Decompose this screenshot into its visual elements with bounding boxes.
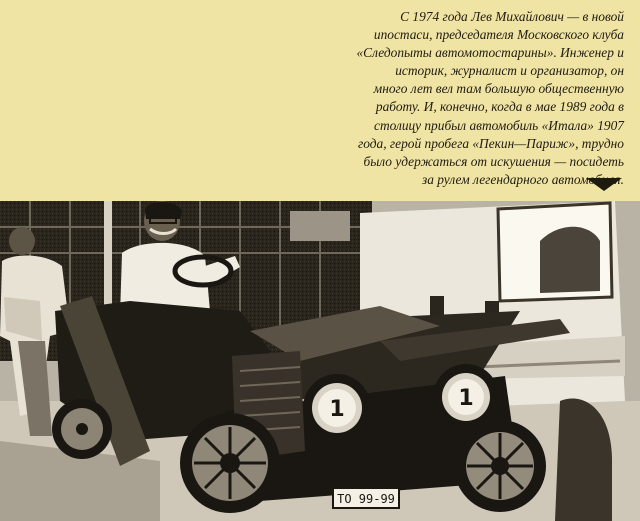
caption-line: ипостаси, председателя Московского клуба [373,27,624,43]
caption-line: было удержаться от искушения — посидеть [363,153,624,169]
caption-line: «Следопыты автомотостарины». Инженер и [356,45,624,61]
caption-line: много лет вел там большую общественную [373,81,624,97]
caption-line: года, герой пробега «Пекин—Париж», трудно [358,135,624,151]
photo-caption [262,8,624,189]
wheel-front-left [180,413,280,513]
caption-line: С 1974 года Лев Михайлович — в новой [400,9,624,24]
wheel-rear-left [52,399,112,459]
headlamp-right-number: 1 [458,386,474,411]
caption-pointer-arrow-icon [586,178,622,191]
caption-line: историк, журналист и организатор, он [395,63,624,79]
wheel-front-right [454,420,546,512]
caption-line: работу. И, конечно, когда в мае 1989 года в [375,99,624,115]
headlamp-left-number: 1 [329,397,345,422]
photo-itala-1907-car [0,201,640,521]
license-plate-text: ТО 99-99 [337,492,395,506]
headlamp-right [433,364,499,430]
caption-line: столицу прибыл автомобиль «Итала» 1907 [374,117,624,133]
caption-line: за рулем легендарного автомобиля. [421,171,624,187]
license-plate [333,488,399,508]
headlamp-left [303,374,371,442]
